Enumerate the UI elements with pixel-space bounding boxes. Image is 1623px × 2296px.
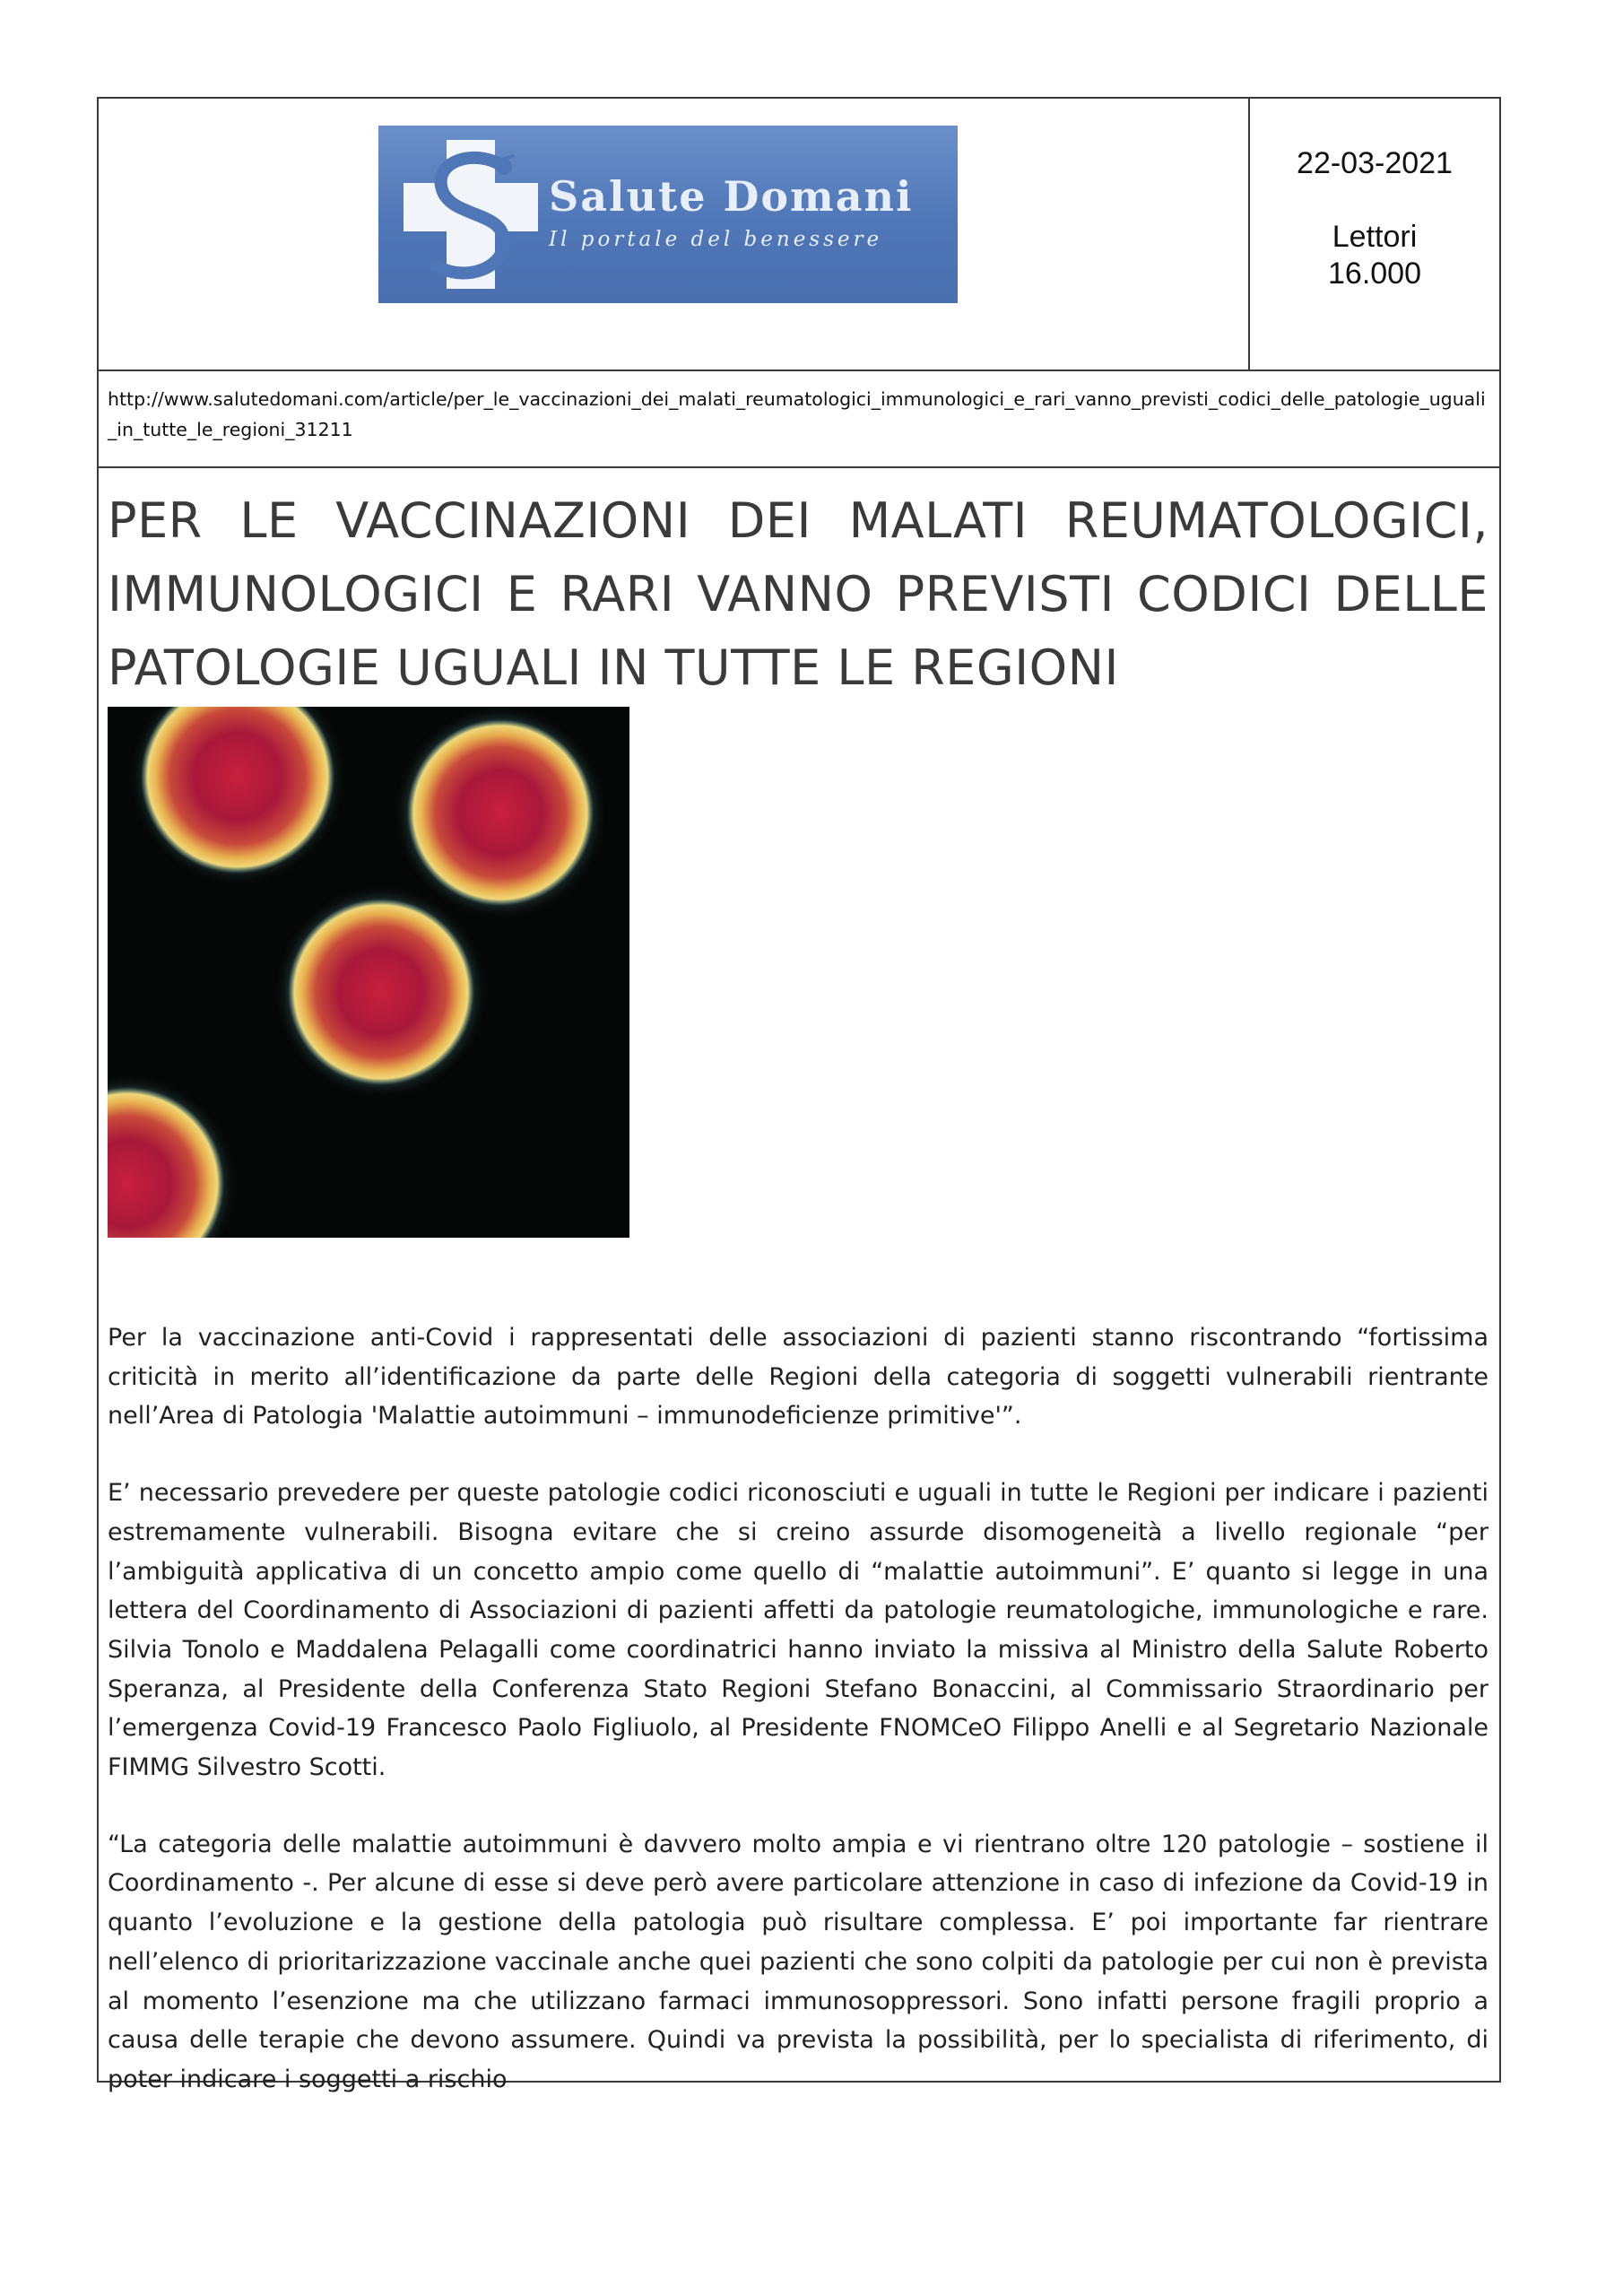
- publication-date: 22-03-2021: [1297, 146, 1453, 180]
- virus-particle: [273, 884, 489, 1100]
- article-url[interactable]: http://www.salutedomani.com/article/per_le_vaccinazioni_dei_malati_reumatologici_immunologici_e_rari_vanno_previsti_codici_delle_patologie_uguali_in_tutte_le_regioni_31211: [108, 388, 1486, 440]
- salute-domani-logo: [378, 126, 958, 303]
- coronavirus-photo: [108, 707, 629, 1238]
- logo-subtitle: Il portale del benessere: [549, 228, 883, 251]
- readers-block: [1250, 219, 1499, 293]
- caduceus-cross-icon: [404, 140, 538, 289]
- article-headline: PER LE VACCINAZIONI DEI MALATI REUMATOLOGICI, IMMUNOLOGICI E RARI VANNO PREVISTI CODICI DELLE PATOLOGIE UGUALI IN TUTTE LE REGIONI: [108, 492, 1488, 696]
- url-row: [99, 371, 1499, 468]
- article-paragraph: Per la vaccinazione anti-Covid i rappresentati delle associazioni di pazienti stanno riscontrando “fortissima criticità in merito all’identificazione da parte delle Regioni della categoria di soggetti vulnerabili rientrante nell’Area di Patologia 'Malattie autoimmuni – immunodeficienze primitive'”.: [108, 1324, 1488, 1431]
- article-paragraph: E’ necessario prevedere per queste patologie codici riconosciuti e uguali in tutte le Regioni per indicare i pazienti estremamente vulnerabili. Bisogna evitare che si creino assurde disomogeneità a livello regionale “per l’ambiguità applicativa di un concetto ampio come quello di “malattie autoimmuni”. E’ quanto si legge in una lettera del Coordinamento di Associazioni di pazienti affetti da patologie reumatologiche, immunologiche e rare. Silvia Tonolo e Maddalena Pelagalli come coordinatrici hanno inviato la missiva al Ministro della Salute Roberto Speranza, al Presidente della Conferenza Stato Regioni Stefano Bonaccini, al Commissario Straordinario per l’emergenza Covid-19 Francesco Paolo Figliuolo, al Presidente FNOMCeO Filippo Anelli e al Segretario Nazionale FIMMG Silvestro Scotti.: [108, 1479, 1488, 1782]
- virus-particle: [393, 707, 608, 920]
- header-row: [99, 99, 1499, 371]
- readers-count: 16.000: [1328, 257, 1421, 291]
- article-paragraph: “La categoria delle malattie autoimmuni è davvero molto ampia e vi rientrano oltre 120 patologie – sostiene il Coordinamento -. Per alcune di esse si deve però avere particolare attenzione in caso di infezione da Covid-19 in quanto l’evoluzione e la gestione della patologia può risultare complessa. E’ poi importante far rientrare nell’elenco di prioritarizzazione vaccinale anche quei pazienti che sono colpiti da patologie per cui non è prevista al momento l’esenzione ma che utilizzano farmaci immunosoppressori. Sono infatti persone fragili proprio a causa delle terapie che devono assumere. Quindi va prevista la possibilità, per lo specialista di riferimento, di poter indicare i soggetti a rischio: [108, 1830, 1488, 2093]
- clipping-frame: [97, 97, 1501, 2093]
- publication-meta: [1250, 99, 1499, 370]
- logo-title: Salute Domani: [549, 172, 914, 221]
- readers-label: Lettori: [1332, 220, 1418, 254]
- article-body: [108, 1318, 1488, 2137]
